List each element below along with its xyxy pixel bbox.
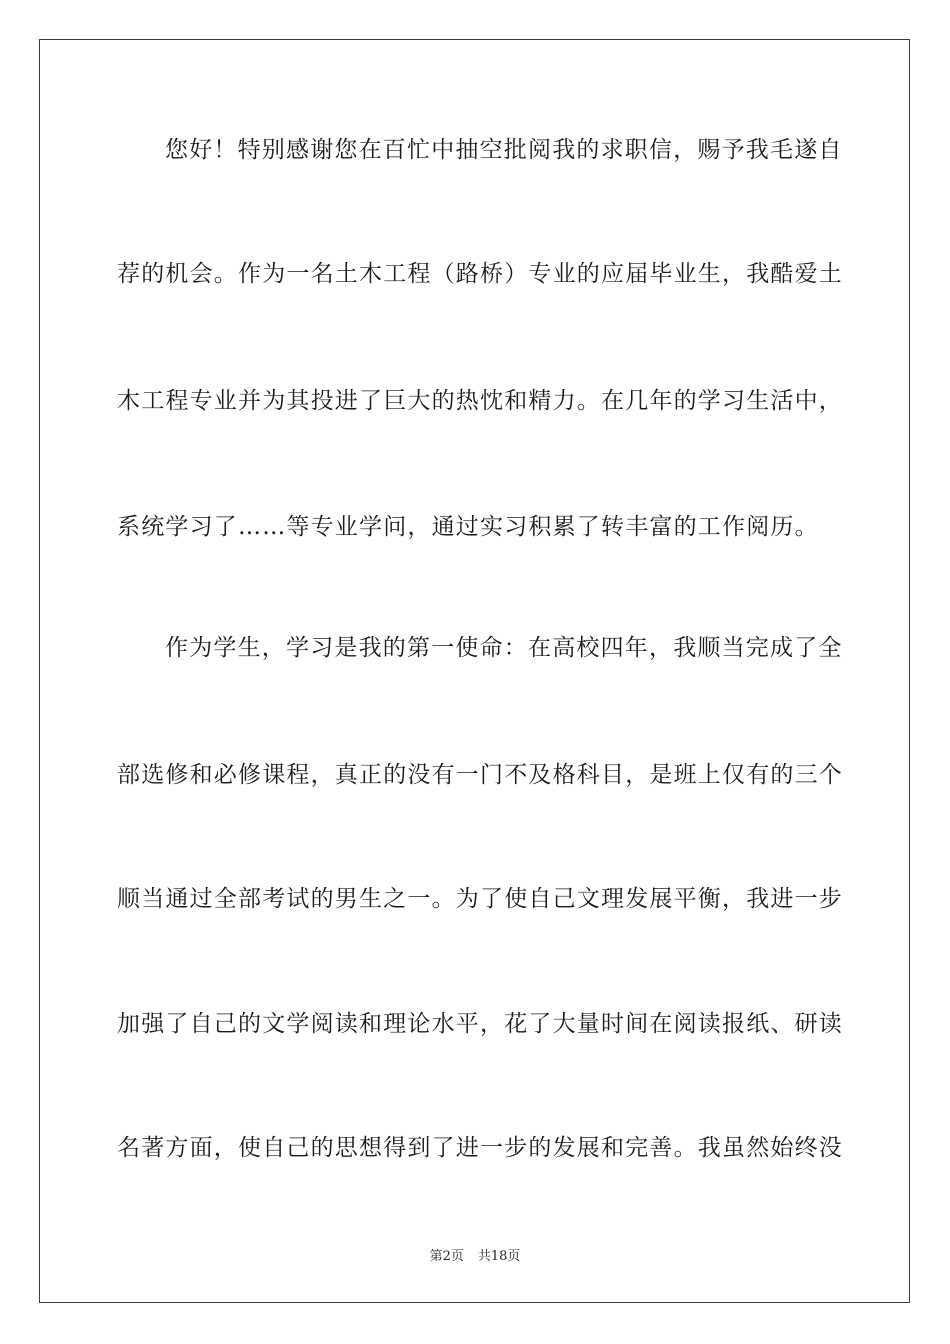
paragraph-1-line-1: 您好！特别感谢您在百忙中抽空批阅我的求职信，赐予我毛遂自 — [165, 137, 843, 163]
paragraph-1-line-4: 系统学习了……等专业学问，通过实习积累了转丰富的工作阅历。 — [117, 514, 819, 540]
paragraph-2-line-4: 加强了自己的文学阅读和理论水平，花了大量时间在阅读报纸、研读 — [117, 1011, 843, 1037]
paragraph-2-line-5: 名著方面，使自己的思想得到了进一步的发展和完善。我虽然始终没 — [117, 1135, 843, 1161]
page-total: 共18页 — [477, 1249, 521, 1264]
page-number: 第2页 — [429, 1249, 464, 1264]
paragraph-1-line-3: 木工程专业并为其投进了巨大的热忱和精力。在几年的学习生活中， — [117, 388, 843, 414]
paragraph-1-line-2: 荐的机会。作为一名土木工程（路桥）专业的应届毕业生，我酷爱土 — [117, 261, 843, 287]
paragraph-2-line-1: 作为学生，学习是我的第一使命：在高校四年，我顺当完成了全 — [165, 635, 843, 661]
paragraph-2-line-3: 顺当通过全部考试的男生之一。为了使自己文理发展平衡，我进一步 — [117, 886, 843, 912]
page-border — [39, 39, 910, 1303]
page-footer — [0, 1249, 950, 1265]
paragraph-2-line-2: 部选修和必修课程，真正的没有一门不及格科目，是班上仅有的三个 — [117, 762, 843, 788]
